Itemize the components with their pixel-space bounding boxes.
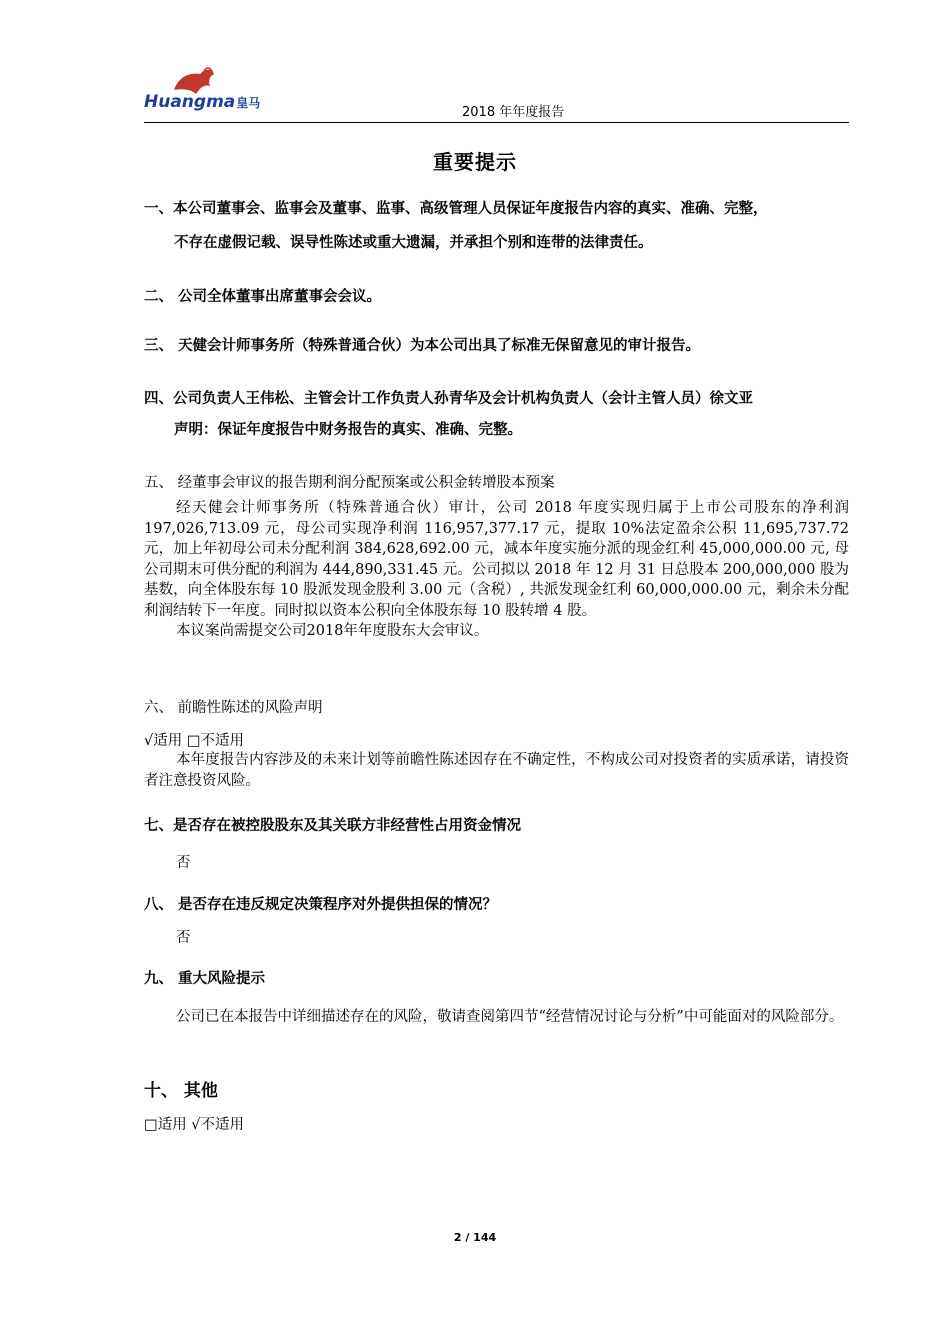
item-1-line1: 一、本公司董事会、监事会及董事、监事、高级管理人员保证年度报告内容的真实、准确、完整， [144, 201, 768, 217]
header-title: 2018 年年度报告 [462, 105, 565, 120]
logo-text: Huangma皇马 [144, 92, 261, 112]
item-7-answer: 否 [176, 855, 191, 871]
item-9-body [144, 1004, 849, 1031]
page-number: 2 / 144 [453, 1231, 497, 1244]
item-9-paragraph: 公司已在本报告中详细描述存在的风险，敬请查阅第四节“经营情况讨论与分析”中可能面对的风险部分。 [176, 1009, 844, 1025]
item-2: 二、 公司全体董事出席董事会会议。 [144, 289, 382, 305]
item-1-line2: 不存在虚假记载、误导性陈述或重大遗漏，并承担个别和连带的法律责任。 [174, 235, 653, 251]
page-title: 重要提示 [433, 150, 517, 174]
item-9-heading: 九、 重大风险提示 [144, 971, 266, 987]
item-5-body [144, 498, 849, 642]
item-5-paragraph: 经天健会计师事务所（特殊普通合伙）审计，公司 2018 年度实现归属于上市公司股东的净利润 197,026,713.09 元，母公司实现净利润 116,957,377.17 元，提取 10%法定盈余公积 11,695,737.72 元，加上年初母公司未分配利润 384,628,692.00 元，减本年度实施分派的现金红利 45,000,000.00 元, 母公司期末可供分配的利润为 444,890,331.45 元。公司拟以 2018 年 12 月 31 日总股本 200,000,000 股为基数，向全体股东每 10 股派发现金股利 3.00 元（含税）, 共派发现金红利 60,000,000.00 元，剩余未分配利润结转下一年度。同时拟以资本公积向全体股东每 10 股转增 4 股。 [144, 500, 849, 619]
item-6-applicability: √适用 □不适用 [144, 733, 245, 749]
item-6-paragraph: 本年度报告内容涉及的未来计划等前瞻性陈述因存在不确定性，不构成公司对投资者的实质承诺，请投资者注意投资风险。 [144, 752, 849, 789]
item-3: 三、 天健会计师事务所（特殊普通合伙）为本公司出具了标准无保留意见的审计报告。 [144, 338, 701, 354]
item-4-line1: 四、公司负责人王伟松、主管会计工作负责人孙青华及会计机构负责人（会计主管人员）徐文亚 [144, 391, 753, 407]
item-7-heading: 七、是否存在被控股股东及其关联方非经营性占用资金情况 [144, 818, 521, 834]
item-8-answer: 否 [176, 930, 191, 946]
item-4-line2: 声明：保证年度报告中财务报告的真实、准确、完整。 [174, 422, 522, 438]
page-header [144, 60, 849, 123]
item-6-heading: 六、 前瞻性陈述的风险声明 [144, 700, 323, 716]
company-logo [144, 64, 284, 116]
item-5-paragraph-2: 本议案尚需提交公司2018年年度股东大会审议。 [176, 623, 489, 639]
item-10-heading: 十、 其他 [144, 1081, 218, 1101]
item-6-body [144, 750, 849, 791]
item-8-heading: 八、 是否存在违反规定决策程序对外提供担保的情况？ [144, 897, 498, 913]
item-5-heading: 五、 经董事会审议的报告期利润分配预案或公积金转增股本预案 [144, 475, 555, 491]
item-10-applicability: □适用 √不适用 [144, 1117, 245, 1133]
